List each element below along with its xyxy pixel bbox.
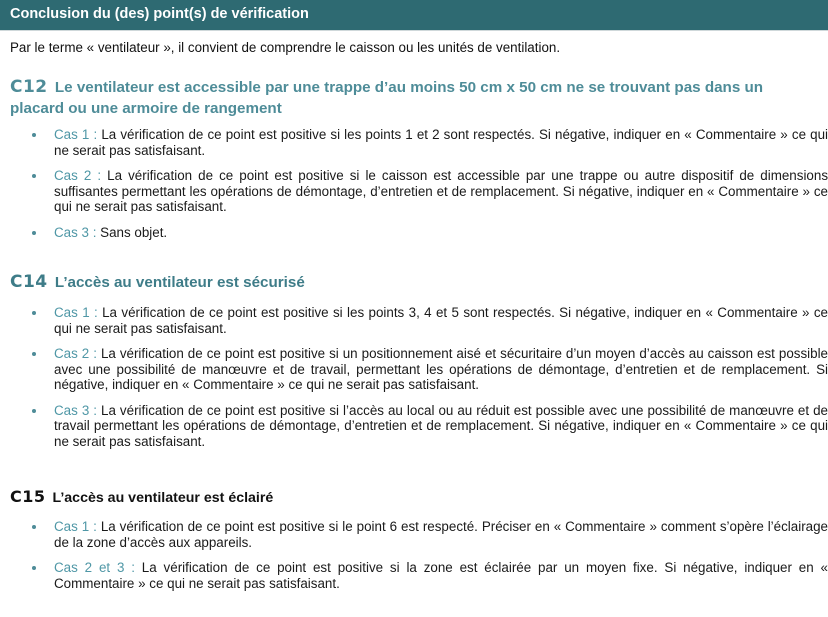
bullet-icon <box>32 525 36 529</box>
case-label: Cas 2 et 3 : <box>54 560 135 575</box>
section-header-bar <box>0 0 828 31</box>
heading-c12 <box>10 77 820 119</box>
c15-case-list <box>0 519 828 601</box>
heading-title: L’accès au ventilateur est éclairé <box>52 490 274 506</box>
heading-code: C15 <box>10 487 46 506</box>
case-label: Cas 2 : <box>54 168 102 183</box>
section-title: Conclusion du (des) point(s) de vérification <box>10 6 309 22</box>
case-label: Cas 3 : <box>54 402 98 418</box>
case-text: La vérification de ce point est positive si le caisson est accessible par une trappe ou autre dispositif de dimensions suffisantes permettant les opérations de démontage, d’entretien et de remplacement. Si négative, indiquer en « Commentaire » ce qui ne serait pas satisfaisant. <box>54 168 828 214</box>
heading-c15 <box>10 486 273 509</box>
case-label: Cas 1 : <box>54 305 98 320</box>
list-item <box>0 127 828 158</box>
list-item <box>0 560 828 591</box>
case-text: Sans objet. <box>96 224 168 240</box>
bullet-icon <box>32 566 36 570</box>
list-item <box>0 168 828 215</box>
bullet-icon <box>32 409 36 413</box>
heading-c14 <box>10 272 305 293</box>
case-label: Cas 2 : <box>54 346 97 361</box>
bullet-icon <box>32 352 36 356</box>
heading-title: L’accès au ventilateur est sécurisé <box>54 274 305 291</box>
bullet-icon <box>32 231 36 235</box>
list-item <box>0 346 828 393</box>
heading-code: C14 <box>10 272 48 292</box>
case-text: La vérification de ce point est positive si les points 3, 4 et 5 sont respectés. Si négative, indiquer en « Commentaire » ce qui ne serait pas satisfaisant. <box>54 305 828 336</box>
bullet-icon <box>32 311 36 315</box>
heading-code: C12 <box>10 77 48 97</box>
c14-case-list <box>0 305 828 459</box>
list-item <box>0 305 828 336</box>
case-label: Cas 3 : <box>54 224 97 240</box>
case-text: La vérification de ce point est positive si le point 6 est respecté. Préciser en « Commentaire » comment s’opère l’éclairage de la zone d’accès aux appareils. <box>54 519 828 550</box>
case-label: Cas 1 : <box>54 519 97 534</box>
case-text: La vérification de ce point est positive si les points 1 et 2 sont respectés. Si négative, indiquer en « Commentaire » ce qui ne serait pas satisfaisant. <box>54 127 828 158</box>
list-item <box>0 225 828 241</box>
case-text: La vérification de ce point est positive si l’accès au local ou au réduit est possible avec une possibilité de manœuvre et de travail permettant les opérations de démontage, d’entretien et de remplacement. Si négative, indiquer en « Commentaire » ce qui ne serait pas satisfaisant. <box>54 402 828 449</box>
list-item <box>0 519 828 550</box>
list-item <box>0 403 828 450</box>
c12-case-list <box>0 127 828 250</box>
heading-title: Le ventilateur est accessible par une trappe d’au moins 50 cm x 50 cm ne se trouvant pas dans un placard ou une armoire de rangement <box>10 79 764 117</box>
case-text: La vérification de ce point est positive si la zone est éclairée par un moyen fixe. Si négative, indiquer en « Commentaire » ce qui ne serait pas satisfaisant. <box>54 560 828 591</box>
bullet-icon <box>32 174 36 178</box>
intro-paragraph: Par le terme « ventilateur », il convient de comprendre le caisson ou les unités de ventilation. <box>10 40 561 55</box>
bullet-icon <box>32 133 36 137</box>
case-text: La vérification de ce point est positive si un positionnement aisé et sécuritaire d’un moyen d’accès au caisson est possible avec une possibilité de manœuvre et de travail, permettant les opérations de démontage, d’entretien et de remplacement. Si négative, indiquer en « Commentaire » ce qui ne serait pas satisfaisant. <box>54 346 828 392</box>
case-label: Cas 1 : <box>54 127 98 142</box>
